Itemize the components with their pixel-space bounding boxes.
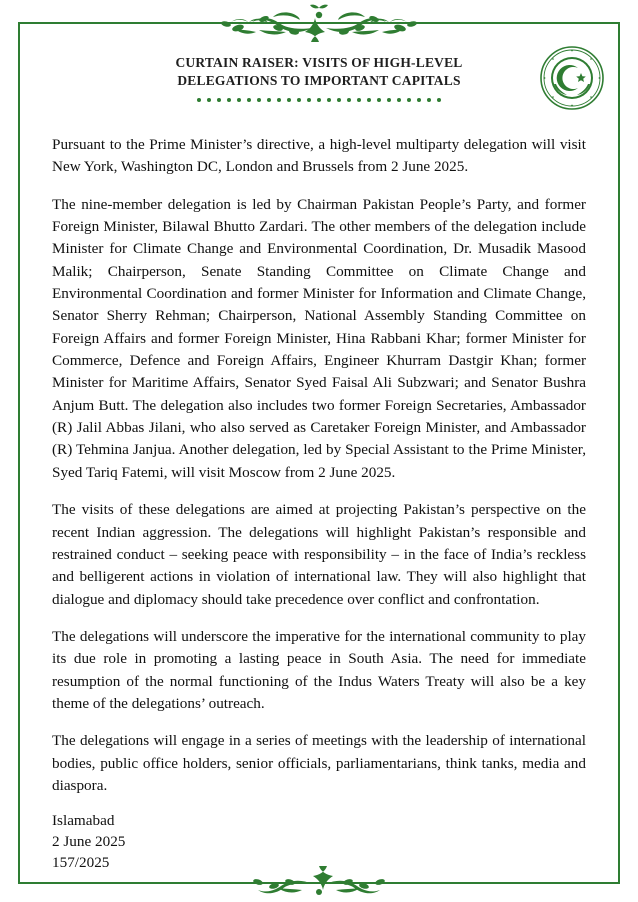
page-title-line-1: CURTAIN RAISER: VISITS OF HIGH-LEVEL (175, 55, 463, 70)
dotted-divider (196, 97, 442, 103)
paragraph: The visits of these delegations are aimed at projecting Pakistan’s perspective on the recent Indian aggression. The delegations will highlight Pakistan’s responsible and restrained conduct – seeking peace with responsibility – in the face of India’s reckless and belligerent actions in violation of international law. They will also highlight that dialogue and diplomacy should take precedence over conflict and confrontation. (52, 501, 586, 608)
footer-date: 2 June 2025 (52, 833, 126, 851)
footer-place: Islamabad (52, 812, 115, 830)
document-header (20, 24, 618, 124)
document-footer (20, 797, 618, 874)
page-title-line-2: DELEGATIONS TO IMPORTANT CAPITALS (177, 73, 461, 89)
document-border-frame (18, 22, 620, 884)
paragraph: The delegations will engage in a series of meetings with the leadership of international bodies, public office holders, senior officials, parliamentarians, think tanks, media and diaspora. (52, 732, 586, 794)
footer-reference-number: 157/2025 (52, 854, 110, 872)
paragraph: Pursuant to the Prime Minister’s directive, a high-level multiparty delegation will visit New York, Washington DC, London and Brussels from 2 June 2025. (52, 136, 586, 176)
pakistan-ministry-of-foreign-affairs-emblem (540, 46, 604, 110)
page-title (104, 54, 534, 90)
document-body (20, 124, 618, 797)
paragraph: The nine-member delegation is led by Chairman Pakistan People’s Party, and former Foreign Minister, Bilawal Bhutto Zardari. The other members of the delegation include Minister for Climate Change and Environmental Coordination, Dr. Musadik Masood Malik; Chairperson, Senate Standing Committee on Climate Change and Environmental Coordination and former Minister for Information and Climate Change, Senator Sherry Rehman; Chairperson, National Assembly Standing Committee on Foreign Affairs and former Foreign Minister, Hina Rabbani Khar; former Minister for Commerce, Defence and Foreign Affairs, Engineer Khurram Dastgir Khan; former Minister for Maritime Affairs, Senator Syed Faisal Ali Subzwari; and Senator Bushra Anjum Butt. The delegation also includes two former Foreign Secretaries, Ambassador (R) Jalil Abbas Jilani, who also served as Caretaker Foreign Minister, and Ambassador (R) Tehmina Janjua. Another delegation, led by Special Assistant to the Prime Minister, Syed Tariq Fatemi, will visit Moscow from 2 June 2025. (52, 195, 586, 481)
paragraph: The delegations will underscore the imperative for the international community to play its due role in promoting a lasting peace in South Asia. The need for immediate resumption of the normal functioning of the Indus Waters Treaty will also be a key theme of the delegations’ outreach. (52, 627, 586, 712)
